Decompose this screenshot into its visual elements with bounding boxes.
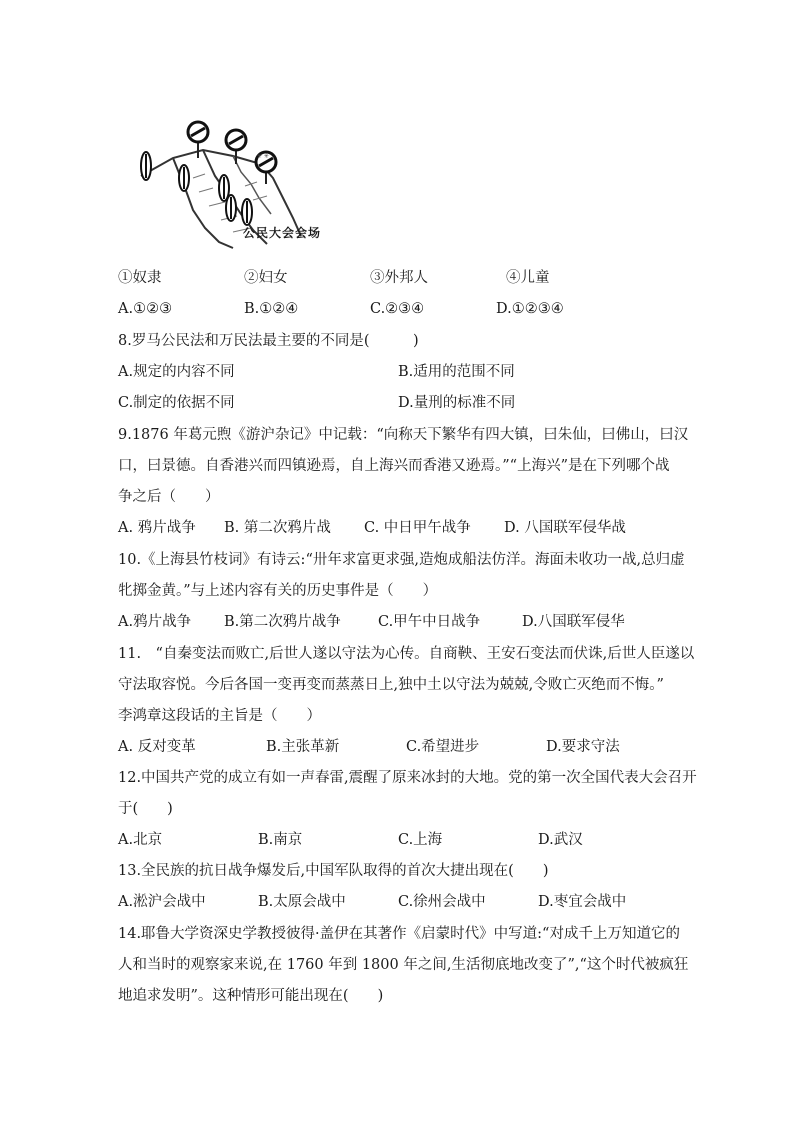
q7-option-a: A.①②③ [118, 301, 173, 317]
q14-line-2: 人和当时的观察家来说,在 1760 年到 1800 年之间,生活彻底地改变了”,“这个时代被疯狂 [118, 957, 689, 973]
citizen-figure-2 [179, 165, 189, 191]
q10-line-1: 10.《上海县竹枝词》有诗云:“卅年求富更求强,造炮成船法仿洋。海面未收功一战,总归虚 [118, 552, 685, 568]
q8-option-b: B.适用的范围不同 [398, 364, 515, 380]
q13-option-c: C.徐州会战中 [398, 894, 486, 910]
q11-option-a: A. 反对变革 [118, 739, 196, 755]
q7-item-2: ②妇女 [244, 270, 288, 286]
q9-option-d: D. 八国联军侵华战 [504, 520, 626, 536]
q7-item-1: ①奴隶 [118, 270, 162, 286]
q13-option-d: D.枣宜会战中 [538, 894, 627, 910]
q10-option-d: D.八国联军侵华 [522, 614, 625, 630]
q9-option-b: B. 第二次鸦片战 [224, 520, 331, 536]
q9-option-c: C. 中日甲午战争 [364, 520, 471, 536]
q7-option-b: B.①②④ [244, 301, 299, 317]
q11-option-b: B.主张革新 [266, 739, 340, 755]
q11-option-d: D.要求守法 [546, 739, 620, 755]
q13-option-b: B.太原会战中 [258, 894, 346, 910]
q13-stem: 13.全民族的抗日战争爆发后,中国军队取得的首次大捷出现在( ) [118, 863, 549, 879]
q11-line-2: 守法取容悦。今后各国一变再变而蒸蒸日上,独中土以守法为兢兢,令败亡灭绝而不悔。” [118, 677, 664, 693]
q9-line-3: 争之后（ ） [118, 489, 220, 505]
q13-option-a: A.淞沪会战中 [118, 894, 206, 910]
q12-line-2: 于( ) [118, 801, 173, 817]
q7-option-c: C.②③④ [370, 301, 425, 317]
q12-option-a: A.北京 [118, 832, 163, 848]
caption-wrapper [243, 224, 353, 246]
citizen-figure-5 [242, 199, 252, 225]
q11-option-c: C.希望进步 [406, 739, 480, 755]
figure-caption: 公民大会会场 [243, 226, 322, 240]
q11-line-1: 11. “自秦变法而败亡,后世人遂以守法为心传。自商鞅、王安石变法而伏诛,后世人臣遂以 [118, 646, 695, 662]
q7-item-3: ③外邦人 [370, 270, 428, 286]
q12-line-1: 12.中国共产党的成立有如一声春雷,震醒了原来冰封的大地。党的第一次全国代表大会召开 [118, 770, 697, 786]
q8-option-d: D.量刑的标准不同 [398, 395, 516, 411]
q12-option-c: C.上海 [398, 832, 443, 848]
q12-option-b: B.南京 [258, 832, 303, 848]
citizen-figure-4 [226, 195, 236, 221]
q9-line-1: 9.1876 年葛元煦《游沪杂记》中记载：“向称天下繁华有四大镇，曰朱仙，曰佛山，曰汉 [118, 427, 689, 443]
q7-item-4: ④儿童 [506, 270, 550, 286]
q14-line-1: 14.耶鲁大学资深史学教授彼得·盖伊在其著作《启蒙时代》中写道:“对成千上万知道它的 [118, 926, 680, 942]
q10-option-a: A.鸦片战争 [118, 614, 192, 630]
q8-option-a: A.规定的内容不同 [118, 364, 235, 380]
q7-option-d: D.①②③④ [496, 301, 564, 317]
q10-option-c: C.甲午中日战争 [378, 614, 481, 630]
q11-line-3: 李鸿章这段话的主旨是（ ） [118, 708, 321, 724]
q9-line-2: 口，曰景德。自香港兴而四镇逊焉，自上海兴而香港又逊焉。”“上海兴”是在下列哪个战 [118, 458, 670, 474]
q12-option-d: D.武汉 [538, 832, 583, 848]
citizen-figure-1 [141, 152, 151, 180]
q8-stem: 8.罗马公民法和万民法最主要的不同是( ) [118, 333, 419, 349]
q14-line-3: 地追求发明”。这种情形可能出现在( ) [118, 988, 384, 1004]
q9-option-a: A. 鸦片战争 [118, 520, 196, 536]
svg-text:✳ ✳: ✳ ✳ [257, 153, 269, 160]
q10-line-2: 牝掷金黄。”与上述内容有关的历史事件是（ ） [118, 583, 438, 599]
assembly-illustration [133, 118, 355, 258]
q8-option-c: C.制定的依据不同 [118, 395, 235, 411]
q10-option-b: B.第二次鸦片战争 [224, 614, 341, 630]
